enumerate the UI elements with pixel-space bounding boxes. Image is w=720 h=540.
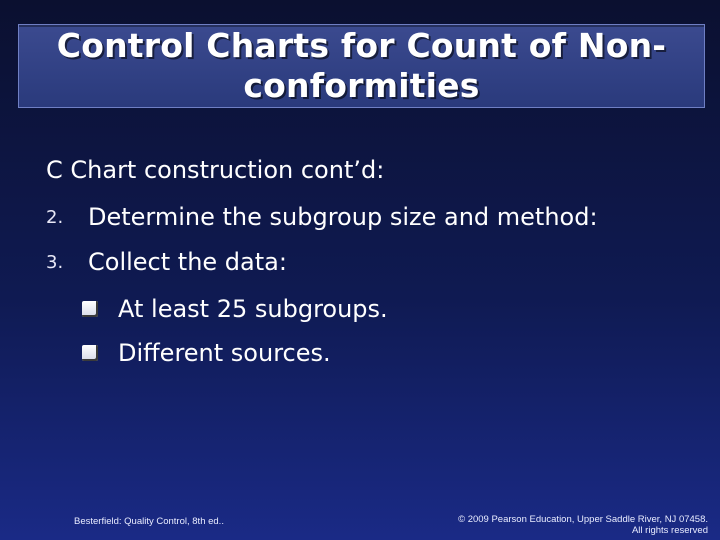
intro-text: C Chart construction cont’d: bbox=[46, 156, 385, 184]
square-bullet-icon bbox=[82, 345, 98, 361]
step-number: 3. bbox=[46, 252, 64, 273]
footer-left: Besterfield: Quality Control, 8th ed.. bbox=[74, 516, 224, 527]
page-title: Control Charts for Count of Non-conformities bbox=[56, 26, 667, 105]
step-number: 2. bbox=[46, 207, 64, 228]
title-box bbox=[18, 24, 705, 108]
square-bullet-icon bbox=[82, 301, 98, 317]
footer-right-line-1: © 2009 Pearson Education, Upper Saddle River, NJ 07458. bbox=[458, 514, 708, 525]
step-text: Collect the data: bbox=[88, 248, 287, 276]
sub-bullet-text: Different sources. bbox=[118, 339, 331, 367]
step-text: Determine the subgroup size and method: bbox=[88, 203, 598, 231]
sub-bullet-text: At least 25 subgroups. bbox=[118, 295, 388, 323]
footer-right bbox=[408, 514, 708, 536]
footer-right-line-2: All rights reserved bbox=[631, 525, 708, 536]
